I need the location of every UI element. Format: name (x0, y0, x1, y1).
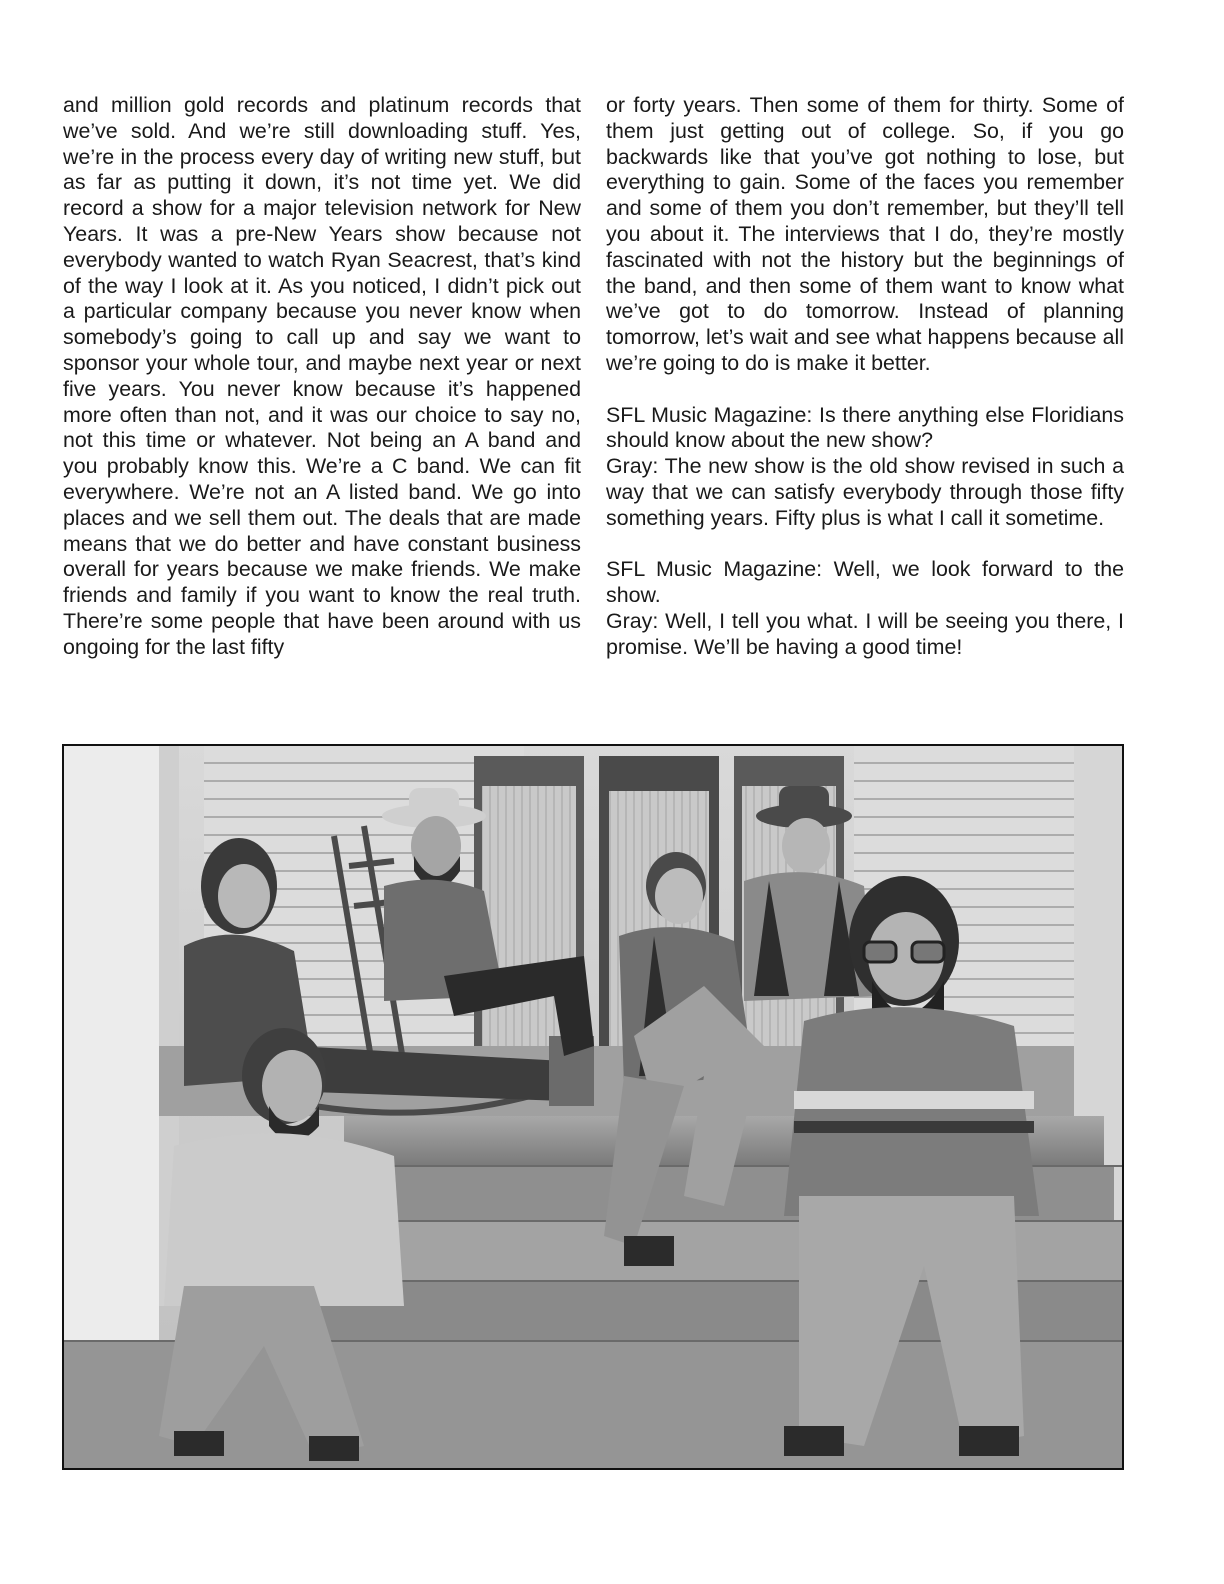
interview-question: SFL Music Magazine: Is there anything else Floridians should know about the new show? (606, 402, 1124, 453)
band-photo (62, 744, 1124, 1470)
article-paragraph: and million gold records and platinum records that we’ve sold. And we’re still downloading stuff. Yes, we’re in the process every day of writing new stuff, but as far as putting it down, it’s not time yet. We did record a show for a major television network for New Years. It was a pre-New Years show because not everybody wanted to watch Ryan Seacrest, that’s kind of the way I look at it. As you noticed, I didn’t pick out a particular company because you never know when somebody’s going to call up and say we want to sponsor your whole tour, and maybe next year or next five years. You never know because it’s happened more often than not, and it was our choice to say no, not this time or whatever. Not being an A band and you probably know this. We’re a C band. We can fit everywhere. We’re not an A listed band. We go into places and we sell them out. The deals that are made means that we do better and have constant business overall for years because we make friends. We make friends and family if you want to know the real truth. There’re some people that have been around with us ongoing for the last fifty (63, 93, 581, 659)
interview-question: SFL Music Magazine: Well, we look forward to the show. (606, 557, 1124, 608)
article-paragraph: or forty years. Then some of them for thirty. Some of them just getting out of college. So, if you go backwards like that you’ve got nothing to lose, but everything to gain. Some of the faces you remember and some of them you don’t remember, but they’ll tell you about it. The interviews that I do, they’re mostly fascinated with not the history but the beginnings of the band, and then some of them want to know what we’ve got to do tomorrow. Instead of planning tomorrow, let’s wait and see what happens because all we’re going to do is make it better. (606, 93, 1124, 375)
band-photo-illustration (64, 746, 1122, 1468)
interview-answer: Gray: The new show is the old show revised in such a way that we can satisfy everybody through those fifty something years. Fifty plus is what I call it sometime. (606, 454, 1124, 530)
article-right-column (606, 93, 1124, 661)
interview-answer: Gray: Well, I tell you what. I will be seeing you there, I promise. We’ll be having a good time! (606, 608, 1124, 659)
article-left-column (63, 93, 581, 661)
